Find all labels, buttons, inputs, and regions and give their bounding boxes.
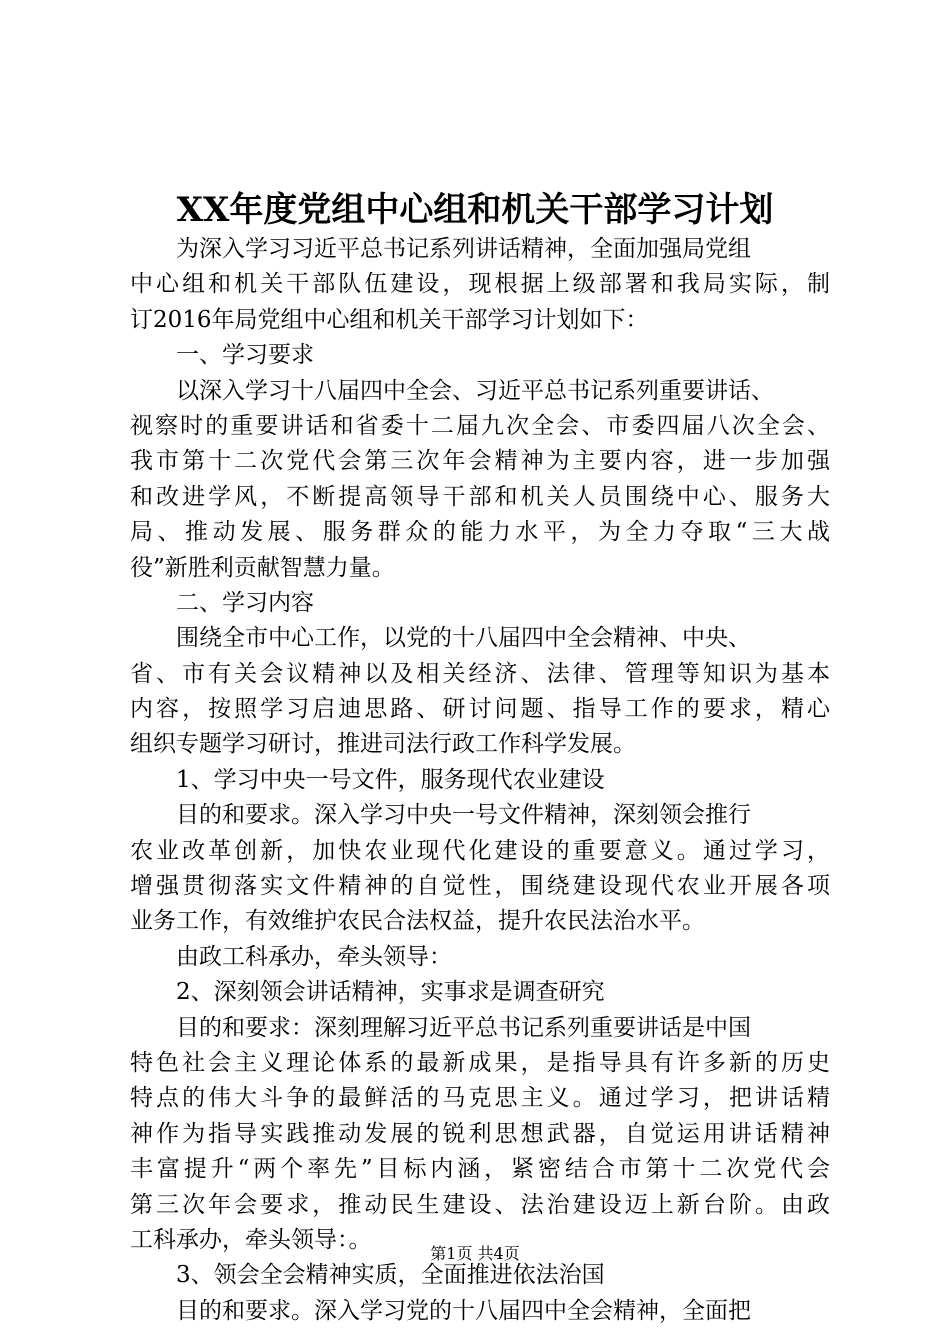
paragraph-line: 目的和要求。深入学习党的十八届四中全会精神，全面把: [176, 1297, 751, 1324]
document-body: [130, 232, 830, 1329]
paragraph-line: 订2016年局党组中心组和机关干部学习计划如下：: [130, 306, 649, 333]
paragraph-line: 和改进学风，不断提高领导干部和机关人员围绕中心、服务大: [130, 483, 830, 510]
page-title: XX年度党组中心组和机关干部学习计划: [176, 190, 774, 230]
paragraph-line: 我市第十二次党代会第三次年会精神为主要内容，进一步加强: [130, 448, 830, 475]
page-footer: 第1页 共4页: [430, 1244, 520, 1263]
paragraph-line: 围绕全市中心工作，以党的十八届四中全会精神、中央、: [176, 625, 751, 652]
paragraph-line: 工科承办，牵头领导：。: [130, 1226, 372, 1253]
paragraph-line: 神作为指导实践推动发展的锐利思想武器，自觉运用讲话精神: [130, 1120, 830, 1147]
paragraph-line: 目的和要求：深刻理解习近平总书记系列重要讲话是中国: [176, 1014, 751, 1041]
section-heading: 一、学习要求: [176, 342, 314, 369]
paragraph-line: 局、推动发展、服务群众的能力水平，为全力夺取“三大战: [130, 519, 830, 546]
paragraph-line: 组织专题学习研讨，推进司法行政工作科学发展。: [130, 731, 636, 758]
paragraph-line: 视察时的重要讲话和省委十二届九次全会、市委四届八次全会、: [130, 412, 830, 439]
paragraph-line: 以深入学习十八届四中全会、习近平总书记系列重要讲话、: [176, 377, 774, 404]
paragraph-line: 农业改革创新，加快农业现代化建设的重要意义。通过学习，: [130, 837, 830, 864]
section-heading: 二、学习内容: [176, 589, 314, 616]
paragraph-line: 内容，按照学习启迪思路、研讨问题、指导工作的要求，精心: [130, 696, 830, 723]
subsection-heading: 3、领会全会精神实质，全面推进依法治国: [176, 1262, 605, 1289]
paragraph-line: 业务工作，有效维护农民合法权益，提升农民法治水平。: [130, 908, 705, 935]
paragraph-line: 第三次年会要求，推动民生建设、法治建设迈上新台阶。由政: [130, 1191, 830, 1218]
subsection-heading: 1、学习中央一号文件，服务现代农业建设: [176, 766, 605, 793]
paragraph-line: 中心组和机关干部队伍建设，现根据上级部署和我局实际，制: [130, 271, 830, 298]
paragraph-line: 增强贯彻落实文件精神的自觉性，围绕建设现代农业开展各项: [130, 873, 830, 900]
paragraph-line: 特色社会主义理论体系的最新成果，是指导具有许多新的历史: [130, 1049, 830, 1076]
paragraph-line: 役”新胜利贡献智慧力量。: [130, 554, 395, 581]
paragraph-line: 目的和要求。深入学习中央一号文件精神，深刻领会推行: [176, 802, 751, 829]
paragraph-line: 由政工科承办，牵头领导：: [176, 943, 452, 970]
paragraph-line: 为深入学习习近平总书记系列讲话精神，全面加强局党组: [176, 236, 751, 262]
paragraph-line: 特点的伟大斗争的最鲜活的马克思主义。通过学习，把讲话精: [130, 1085, 830, 1112]
paragraph-line: 丰富提升“两个率先”目标内涵，紧密结合市第十二次党代会: [130, 1156, 830, 1183]
paragraph-line: 省、市有关会议精神以及相关经济、法律、管理等知识为基本: [130, 660, 830, 687]
subsection-heading: 2、深刻领会讲话精神，实事求是调查研究: [176, 979, 605, 1006]
